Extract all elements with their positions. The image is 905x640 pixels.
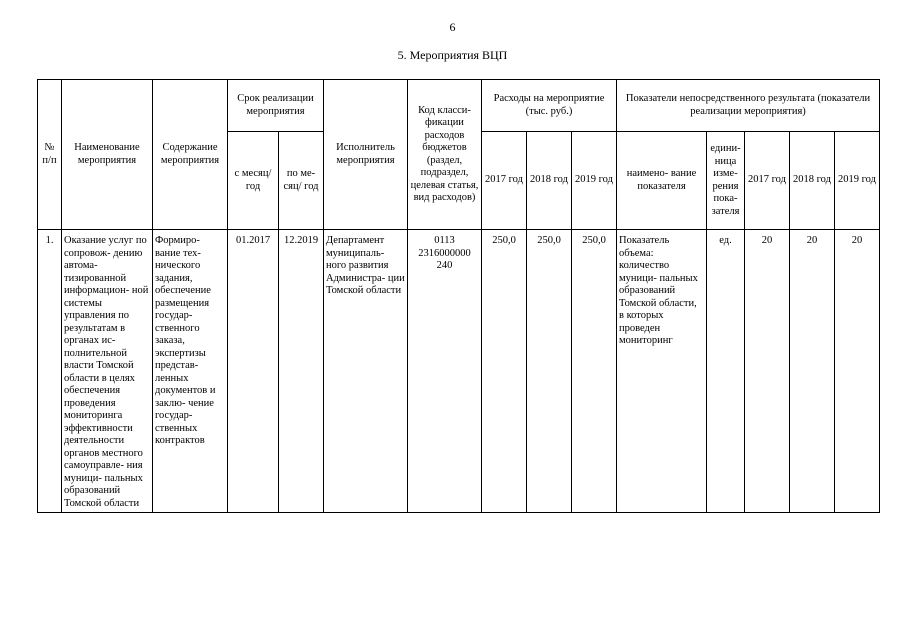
- row-ind-2019: 20: [835, 230, 880, 513]
- measures-table: [37, 79, 880, 513]
- row-num: 1.: [38, 230, 62, 513]
- header-budget-code: Код класси- фикации расходов бюджетов (раздел, подраздел, целевая статья, вид расходов): [408, 80, 482, 230]
- row-period-to: 12.2019: [279, 230, 324, 513]
- row-ind-2017: 20: [745, 230, 790, 513]
- header-ind-name: наимено- вание показателя: [617, 132, 707, 230]
- row-budget-code: 0113 2316000000 240: [408, 230, 482, 513]
- row-content: Формиро- вание тех- нического задания, обеспечение размещения государ- ственного заказа, экспертизы представ- ленных документов и заклю- чение государ- ственных контрактов: [153, 230, 228, 513]
- header-expenses-group: Расходы на мероприятие (тыс. руб.): [482, 80, 617, 132]
- header-ind-2018: 2018 год: [790, 132, 835, 230]
- header-exp-2019: 2019 год: [572, 132, 617, 230]
- header-period-to: по ме- сяц/ год: [279, 132, 324, 230]
- header-num: № п/п: [38, 80, 62, 230]
- header-content: Содержание мероприятия: [153, 80, 228, 230]
- row-ind-unit: ед.: [707, 230, 745, 513]
- row-exp-2018: 250,0: [527, 230, 572, 513]
- header-indicators-group: Показатели непосредственного результата (показатели реализации мероприятия): [617, 80, 880, 132]
- row-period-from: 01.2017: [228, 230, 279, 513]
- table-row: [38, 230, 880, 513]
- header-period-from: с месяц/ год: [228, 132, 279, 230]
- row-ind-name: Показатель объема: количество муници- пальных образований Томской области, в которых проведен мониторинг: [617, 230, 707, 513]
- header-exp-2017: 2017 год: [482, 132, 527, 230]
- section-title: 5. Мероприятия ВЦП: [397, 48, 508, 62]
- page-number: 6: [449, 20, 456, 34]
- row-executor: Департамент муниципаль- ного развития Администра- ции Томской области: [324, 230, 408, 513]
- header-name: Наименование мероприятия: [62, 80, 153, 230]
- row-ind-2018: 20: [790, 230, 835, 513]
- row-exp-2017: 250,0: [482, 230, 527, 513]
- header-ind-2017: 2017 год: [745, 132, 790, 230]
- row-exp-2019: 250,0: [572, 230, 617, 513]
- row-name: Оказание услуг по сопровож- дению автома- тизированной информацион- ной системы управления по результатам в органах ис- полнительной власти Томской области в целях обеспечения проведения мониторинга эффективности деятельности органов местного самоуправле- ния муници- пальных образований Томской области: [62, 230, 153, 513]
- header-period-group: Срок реализации мероприятия: [228, 80, 324, 132]
- header-row-1: [38, 80, 880, 132]
- header-exp-2018: 2018 год: [527, 132, 572, 230]
- header-ind-2019: 2019 год: [835, 132, 880, 230]
- header-executor: Исполнитель мероприятия: [324, 80, 408, 230]
- header-ind-unit: едини- ница изме- рения пока- зателя: [707, 132, 745, 230]
